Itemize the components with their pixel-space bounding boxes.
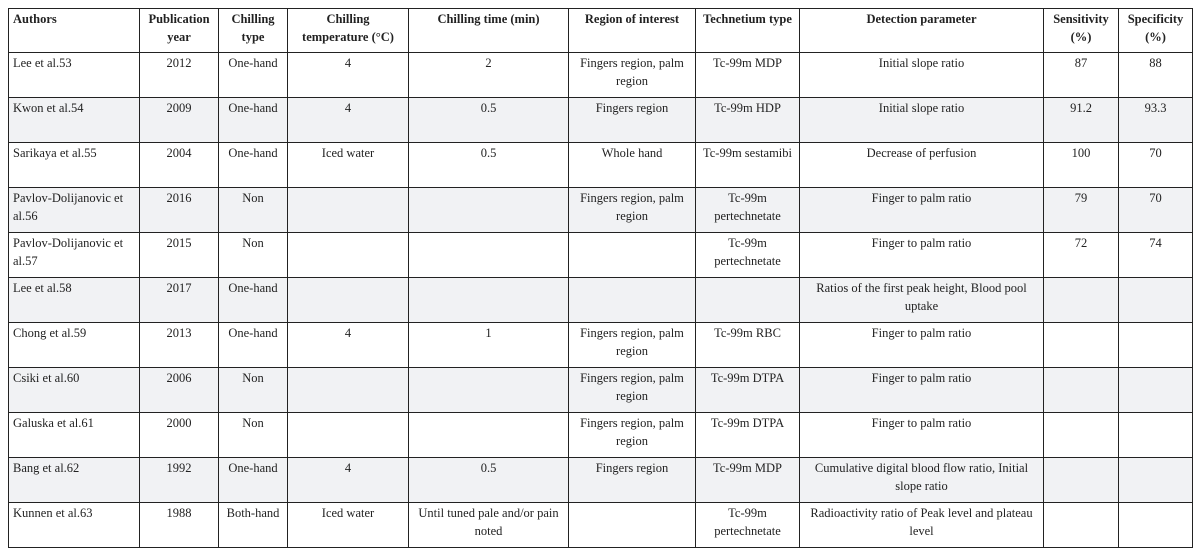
studies-table xyxy=(8,8,1193,548)
cell-specificity: 74 xyxy=(1119,233,1193,278)
cell-chilling-type: One-hand xyxy=(219,98,288,143)
table-row xyxy=(9,188,1193,233)
cell-time xyxy=(409,413,569,458)
cell-temperature: Iced water xyxy=(288,503,409,548)
cell-specificity: 88 xyxy=(1119,53,1193,98)
cell-sensitivity xyxy=(1044,458,1119,503)
cell-sensitivity: 91.2 xyxy=(1044,98,1119,143)
cell-authors: Galuska et al.61 xyxy=(9,413,140,458)
cell-sensitivity: 100 xyxy=(1044,143,1119,188)
cell-temperature xyxy=(288,233,409,278)
cell-specificity xyxy=(1119,368,1193,413)
cell-parameter: Finger to palm ratio xyxy=(800,233,1044,278)
cell-authors: Kunnen et al.63 xyxy=(9,503,140,548)
cell-temperature xyxy=(288,413,409,458)
cell-temperature: 4 xyxy=(288,53,409,98)
cell-technetium: Tc-99m MDP xyxy=(696,458,800,503)
cell-technetium: Tc-99m pertechnetate xyxy=(696,503,800,548)
header-specificity: Specificity (%) xyxy=(1119,9,1193,53)
cell-chilling-type: Non xyxy=(219,413,288,458)
cell-parameter: Decrease of perfusion xyxy=(800,143,1044,188)
cell-time: Until tuned pale and/or pain noted xyxy=(409,503,569,548)
cell-authors: Bang et al.62 xyxy=(9,458,140,503)
table-row xyxy=(9,233,1193,278)
cell-time: 0.5 xyxy=(409,458,569,503)
cell-sensitivity: 72 xyxy=(1044,233,1119,278)
cell-year: 2000 xyxy=(140,413,219,458)
cell-chilling-type: Non xyxy=(219,188,288,233)
cell-chilling-type: One-hand xyxy=(219,458,288,503)
cell-sensitivity xyxy=(1044,503,1119,548)
cell-chilling-type: One-hand xyxy=(219,53,288,98)
cell-sensitivity: 79 xyxy=(1044,188,1119,233)
cell-specificity xyxy=(1119,458,1193,503)
cell-region xyxy=(569,233,696,278)
table-row xyxy=(9,458,1193,503)
cell-technetium xyxy=(696,278,800,323)
cell-year: 2017 xyxy=(140,278,219,323)
cell-specificity: 70 xyxy=(1119,143,1193,188)
cell-year: 2004 xyxy=(140,143,219,188)
cell-temperature: 4 xyxy=(288,458,409,503)
cell-parameter: Finger to palm ratio xyxy=(800,323,1044,368)
cell-time xyxy=(409,188,569,233)
cell-sensitivity xyxy=(1044,413,1119,458)
header-chilling-type: Chilling type xyxy=(219,9,288,53)
cell-specificity xyxy=(1119,413,1193,458)
cell-chilling-type: One-hand xyxy=(219,323,288,368)
cell-technetium: Tc-99m pertechnetate xyxy=(696,188,800,233)
header-authors: Authors xyxy=(9,9,140,53)
cell-region: Whole hand xyxy=(569,143,696,188)
cell-technetium: Tc-99m sestamibi xyxy=(696,143,800,188)
table-row xyxy=(9,98,1193,143)
table-row xyxy=(9,323,1193,368)
cell-sensitivity xyxy=(1044,323,1119,368)
cell-authors: Lee et al.58 xyxy=(9,278,140,323)
cell-temperature: Iced water xyxy=(288,143,409,188)
header-publication-year: Publication year xyxy=(140,9,219,53)
cell-region: Fingers region, palm region xyxy=(569,368,696,413)
header-detection-parameter: Detection parameter xyxy=(800,9,1044,53)
cell-parameter: Finger to palm ratio xyxy=(800,413,1044,458)
table-row xyxy=(9,143,1193,188)
cell-year: 2015 xyxy=(140,233,219,278)
cell-technetium: Tc-99m HDP xyxy=(696,98,800,143)
cell-year: 2009 xyxy=(140,98,219,143)
cell-technetium: Tc-99m DTPA xyxy=(696,368,800,413)
cell-authors: Pavlov-Dolijanovic et al.57 xyxy=(9,233,140,278)
cell-chilling-type: Both-hand xyxy=(219,503,288,548)
cell-temperature xyxy=(288,278,409,323)
cell-region: Fingers region xyxy=(569,458,696,503)
cell-year: 2012 xyxy=(140,53,219,98)
cell-technetium: Tc-99m RBC xyxy=(696,323,800,368)
cell-parameter: Ratios of the first peak height, Blood pool uptake xyxy=(800,278,1044,323)
cell-year: 2013 xyxy=(140,323,219,368)
cell-temperature xyxy=(288,188,409,233)
cell-specificity xyxy=(1119,323,1193,368)
table-row xyxy=(9,278,1193,323)
cell-authors: Lee et al.53 xyxy=(9,53,140,98)
cell-region xyxy=(569,278,696,323)
cell-specificity xyxy=(1119,503,1193,548)
cell-parameter: Finger to palm ratio xyxy=(800,188,1044,233)
cell-technetium: Tc-99m pertechnetate xyxy=(696,233,800,278)
cell-temperature: 4 xyxy=(288,98,409,143)
cell-time: 0.5 xyxy=(409,98,569,143)
cell-chilling-type: Non xyxy=(219,368,288,413)
cell-technetium: Tc-99m MDP xyxy=(696,53,800,98)
cell-specificity: 93.3 xyxy=(1119,98,1193,143)
cell-time: 1 xyxy=(409,323,569,368)
cell-authors: Csiki et al.60 xyxy=(9,368,140,413)
cell-technetium: Tc-99m DTPA xyxy=(696,413,800,458)
cell-sensitivity: 87 xyxy=(1044,53,1119,98)
cell-time xyxy=(409,278,569,323)
cell-year: 1992 xyxy=(140,458,219,503)
cell-authors: Chong et al.59 xyxy=(9,323,140,368)
table-row xyxy=(9,413,1193,458)
cell-time: 0.5 xyxy=(409,143,569,188)
table-header-row xyxy=(9,9,1193,53)
header-chilling-temperature: Chilling temperature (°C) xyxy=(288,9,409,53)
cell-region xyxy=(569,503,696,548)
cell-time xyxy=(409,233,569,278)
table-row xyxy=(9,368,1193,413)
cell-specificity: 70 xyxy=(1119,188,1193,233)
cell-temperature xyxy=(288,368,409,413)
cell-region: Fingers region, palm region xyxy=(569,413,696,458)
cell-sensitivity xyxy=(1044,278,1119,323)
cell-authors: Pavlov-Dolijanovic et al.56 xyxy=(9,188,140,233)
cell-region: Fingers region xyxy=(569,98,696,143)
cell-parameter: Cumulative digital blood flow ratio, Initial slope ratio xyxy=(800,458,1044,503)
cell-region: Fingers region, palm region xyxy=(569,323,696,368)
cell-chilling-type: One-hand xyxy=(219,278,288,323)
cell-parameter: Initial slope ratio xyxy=(800,98,1044,143)
cell-specificity xyxy=(1119,278,1193,323)
table-row xyxy=(9,503,1193,548)
table-row xyxy=(9,53,1193,98)
header-region-of-interest: Region of interest xyxy=(569,9,696,53)
cell-time xyxy=(409,368,569,413)
cell-chilling-type: Non xyxy=(219,233,288,278)
cell-parameter: Radioactivity ratio of Peak level and plateau level xyxy=(800,503,1044,548)
cell-region: Fingers region, palm region xyxy=(569,188,696,233)
cell-parameter: Finger to palm ratio xyxy=(800,368,1044,413)
header-technetium-type: Technetium type xyxy=(696,9,800,53)
header-sensitivity: Sensitivity (%) xyxy=(1044,9,1119,53)
cell-year: 1988 xyxy=(140,503,219,548)
cell-region: Fingers region, palm region xyxy=(569,53,696,98)
cell-chilling-type: One-hand xyxy=(219,143,288,188)
cell-authors: Sarikaya et al.55 xyxy=(9,143,140,188)
cell-year: 2016 xyxy=(140,188,219,233)
cell-sensitivity xyxy=(1044,368,1119,413)
cell-temperature: 4 xyxy=(288,323,409,368)
cell-year: 2006 xyxy=(140,368,219,413)
cell-parameter: Initial slope ratio xyxy=(800,53,1044,98)
header-chilling-time: Chilling time (min) xyxy=(409,9,569,53)
cell-authors: Kwon et al.54 xyxy=(9,98,140,143)
cell-time: 2 xyxy=(409,53,569,98)
